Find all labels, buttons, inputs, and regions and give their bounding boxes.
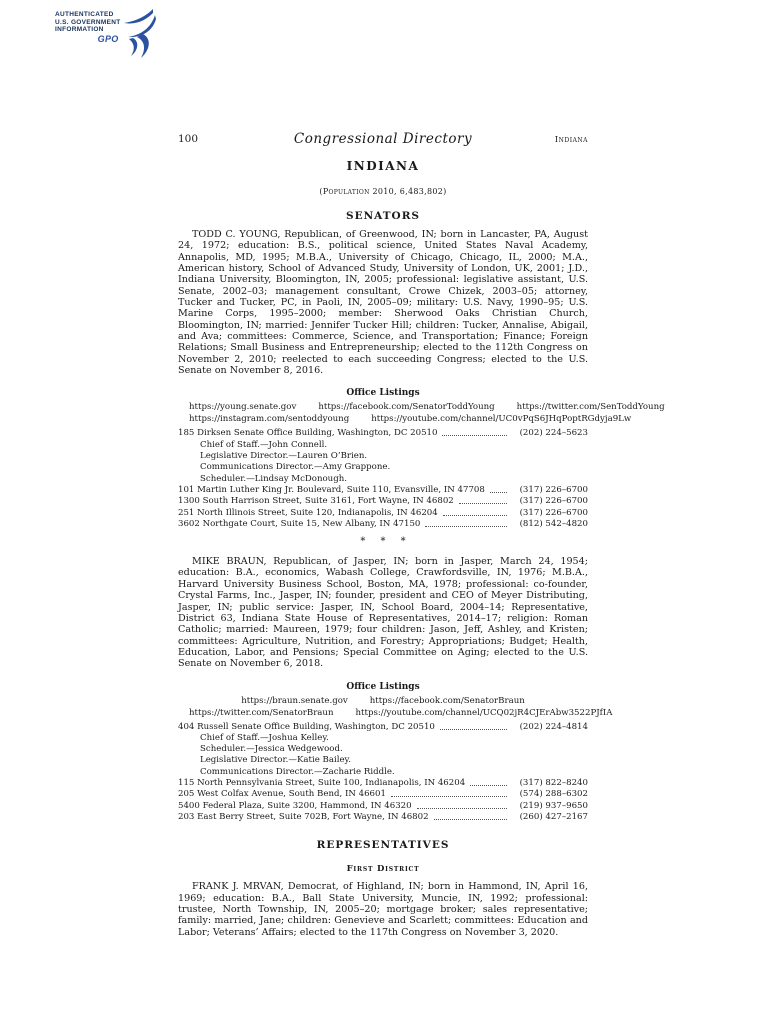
staff-line: Legislative Director.—Lauren O’Brien. <box>200 451 368 462</box>
staff-row <box>178 767 588 778</box>
staff-row <box>178 451 588 462</box>
office-phone: (317) 822–8240 <box>519 778 588 789</box>
office-phone: (317) 226–6700 <box>519 484 588 495</box>
dotted-leader <box>490 485 507 493</box>
social-links-braun-row2 <box>178 707 613 719</box>
dotted-leader <box>434 812 507 820</box>
social-links-young-row1 <box>178 401 665 413</box>
first-district-heading: First District <box>346 864 420 875</box>
staff-row <box>178 733 588 744</box>
staff-line: Legislative Director.—Katie Bailey. <box>200 755 351 766</box>
staff-line: Chief of Staff.—John Connell. <box>200 439 328 450</box>
office-phone: (219) 937–9650 <box>519 800 588 811</box>
office-row <box>178 801 588 812</box>
staff-line: Chief of Staff.—Joshua Kelley. <box>200 732 329 743</box>
staff-row <box>178 462 588 473</box>
office-address: 115 North Pennsylvania Street, Suite 100, Indianapolis, IN 46204 <box>178 778 466 789</box>
office-phone: (202) 224–4814 <box>519 721 588 732</box>
office-phone: (812) 542–4820 <box>519 518 588 529</box>
header-state-label: Indiana <box>554 135 588 145</box>
office-row <box>178 508 588 519</box>
young-instagram-link[interactable]: https://instagram.com/sentoddyoung <box>189 414 350 425</box>
page-content <box>178 131 665 938</box>
office-listings-braun <box>178 722 588 824</box>
senator-bio-braun: MIKE BRAUN, Republican, of Jasper, IN; born in Jasper, March 24, 1954; education: B.A., economics, Wabash College, Crawfordsville, IN, 1976; M.B.A., Harvard University Business School, Boston, MA, 1978; professional: co-founder, Crystal Farms, Inc., Jasper, IN; founder, president and CEO of Meyer Distributing, Jasper, IN; public service: Jasper, IN, School Board, 2004–14; Representative, District 63, Indiana State House of Representatives, 2014–17; religion: Roman Catholic; married: Maureen, 1979; four children: Jason, Jeff, Ashley, and Kristen; committees: Agriculture, Nutrition, and Forestry; Appropriations; Budget; Health, Education, Labor, and Pensions; Special Committee on Aging; elected to the U.S. Senate on November 6, 2018. <box>178 556 588 670</box>
office-listings-young <box>178 428 588 530</box>
social-links-young-row2 <box>178 413 632 425</box>
office-address: 203 East Berry Street, Suite 702B, Fort Wayne, IN 46802 <box>178 811 429 822</box>
dotted-leader <box>459 496 507 504</box>
gpo-logo-text <box>55 8 121 43</box>
office-row <box>178 778 588 789</box>
office-row <box>178 722 588 733</box>
dotted-leader <box>425 519 506 527</box>
representatives-heading: REPRESENTATIVES <box>316 839 450 852</box>
office-row <box>178 812 588 823</box>
office-address: 185 Dirksen Senate Office Building, Washington, DC 20510 <box>178 428 438 439</box>
state-title: INDIANA <box>346 159 420 173</box>
braun-youtube-link[interactable]: https://youtube.com/channel/UCQ02jR4CJErAbw3522PJfIA <box>355 707 613 718</box>
dotted-leader <box>391 789 507 797</box>
senator-bio-young: TODD C. YOUNG, Republican, of Greenwood, IN; born in Lancaster, PA, August 24, 1972; education: B.S., political science, United States Naval Academy, Annapolis, MD, 1995; M.B.A., University of Chicago, Chicago, IL, 2000; M.A., American history, School of Advanced Study, University of London, UK, 2001; J.D., Indiana University, Bloomington, IN, 2005; professional: legislative assistant, U.S. Senate, 2002–03; management consultant, Crowe Chizek, 2003–05; attorney, Tucker and Tucker, PC, in Paoli, IN, 2005–09; military: U.S. Navy, 1990–95; U.S. Marine Corps, 1995–2000; member: Sherwood Oaks Christian Church, Bloomington, IN; married: Jennifer Tucker Hill; children: Tucker, Annalise, Abigail, and Ava; committees: Commerce, Science, and Transportation; Finance; Foreign Relations; Small Business and Entrepreneurship; elected to the 112th Congress on November 2, 2010; reelected to each succeeding Congress; elected to the U.S. Senate on November 8, 2016. <box>178 229 588 377</box>
staff-line: Communications Director.—Zacharie Riddle. <box>200 766 395 777</box>
office-phone: (574) 288–6302 <box>519 789 588 800</box>
young-website-link[interactable]: https://young.senate.gov <box>189 402 297 413</box>
office-row <box>178 496 588 507</box>
office-address: 3602 Northgate Court, Suite 15, New Albany, IN 47150 <box>178 518 421 529</box>
office-listings-heading-young: Office Listings <box>346 388 420 399</box>
section-separator: * * * <box>360 536 406 548</box>
office-row <box>178 519 588 530</box>
office-listings-heading-braun: Office Listings <box>346 681 420 692</box>
office-address: 5400 Federal Plaza, Suite 3200, Hammond, IN 46320 <box>178 800 412 811</box>
dotted-leader <box>417 801 507 809</box>
staff-line: Scheduler.—Jessica Wedgewood. <box>200 744 343 755</box>
dotted-leader <box>470 778 506 786</box>
office-phone: (202) 224–5623 <box>519 428 588 439</box>
running-header <box>178 131 588 147</box>
staff-row <box>178 755 588 766</box>
gpo-eagle-icon <box>115 8 157 64</box>
staff-line: Scheduler.—Lindsay McDonough. <box>200 473 347 484</box>
office-row <box>178 789 588 800</box>
representative-bio-mrvan: FRANK J. MRVAN, Democrat, of Highland, IN; born in Hammond, IN, April 16, 1969; education: B.A., Ball State University, Muncie, IN, 1992; professional: trustee, North Township, IN, 2005–20; mortgage broker; sales representative; family: married, Jane; children: Genevieve and Scarlett; committees: Education and Labor; Veterans’ Affairs; elected to the 117th Congress on November 3, 2020. <box>178 881 588 938</box>
senators-heading: SENATORS <box>345 210 421 222</box>
staff-line: Communications Director.—Amy Grappone. <box>200 462 391 473</box>
office-address: 404 Russell Senate Office Building, Washington, DC 20510 <box>178 721 435 732</box>
population-note: (Population 2010, 6,483,802) <box>319 187 447 196</box>
office-phone: (260) 427–2167 <box>519 811 588 822</box>
gpo-information-label: INFORMATION <box>55 26 104 33</box>
dotted-leader <box>442 428 506 436</box>
office-address: 251 North Illinois Street, Suite 120, Indianapolis, IN 46204 <box>178 507 438 518</box>
page-number: 100 <box>178 133 199 145</box>
social-links-braun-row1 <box>178 695 588 707</box>
staff-row <box>178 474 588 485</box>
young-youtube-link[interactable]: https://youtube.com/channel/UC0vPqS6JHqPoptRGdyja9Lw <box>371 414 632 425</box>
young-facebook-link[interactable]: https://facebook.com/SenatorToddYoung <box>318 402 495 413</box>
office-phone: (317) 226–6700 <box>519 496 588 507</box>
gpo-us-government-label: U.S. GOVERNMENT <box>55 18 121 26</box>
directory-title: Congressional Directory <box>293 131 473 147</box>
office-address: 1300 South Harrison Street, Suite 3161, Fort Wayne, IN 46802 <box>178 496 454 507</box>
dotted-leader <box>443 508 507 516</box>
office-address: 101 Martin Luther King Jr. Boulevard, Suite 110, Evansville, IN 47708 <box>178 484 485 495</box>
braun-website-link[interactable]: https://braun.senate.gov <box>241 695 348 706</box>
gpo-logo <box>55 8 157 64</box>
young-twitter-link[interactable]: https://twitter.com/SenToddYoung <box>516 402 665 413</box>
office-row <box>178 485 588 496</box>
braun-twitter-link[interactable]: https://twitter.com/SenatorBraun <box>189 707 334 718</box>
dotted-leader <box>440 722 507 730</box>
office-phone: (317) 226–6700 <box>519 507 588 518</box>
gpo-authenticated-label: AUTHENTICATED <box>55 11 114 18</box>
staff-row <box>178 744 588 755</box>
braun-facebook-link[interactable]: https://facebook.com/SenatorBraun <box>369 695 525 706</box>
office-address: 205 West Colfax Avenue, South Bend, IN 46601 <box>178 789 386 800</box>
office-row <box>178 428 588 439</box>
staff-row <box>178 440 588 451</box>
gpo-wordmark: GPO <box>97 33 119 44</box>
